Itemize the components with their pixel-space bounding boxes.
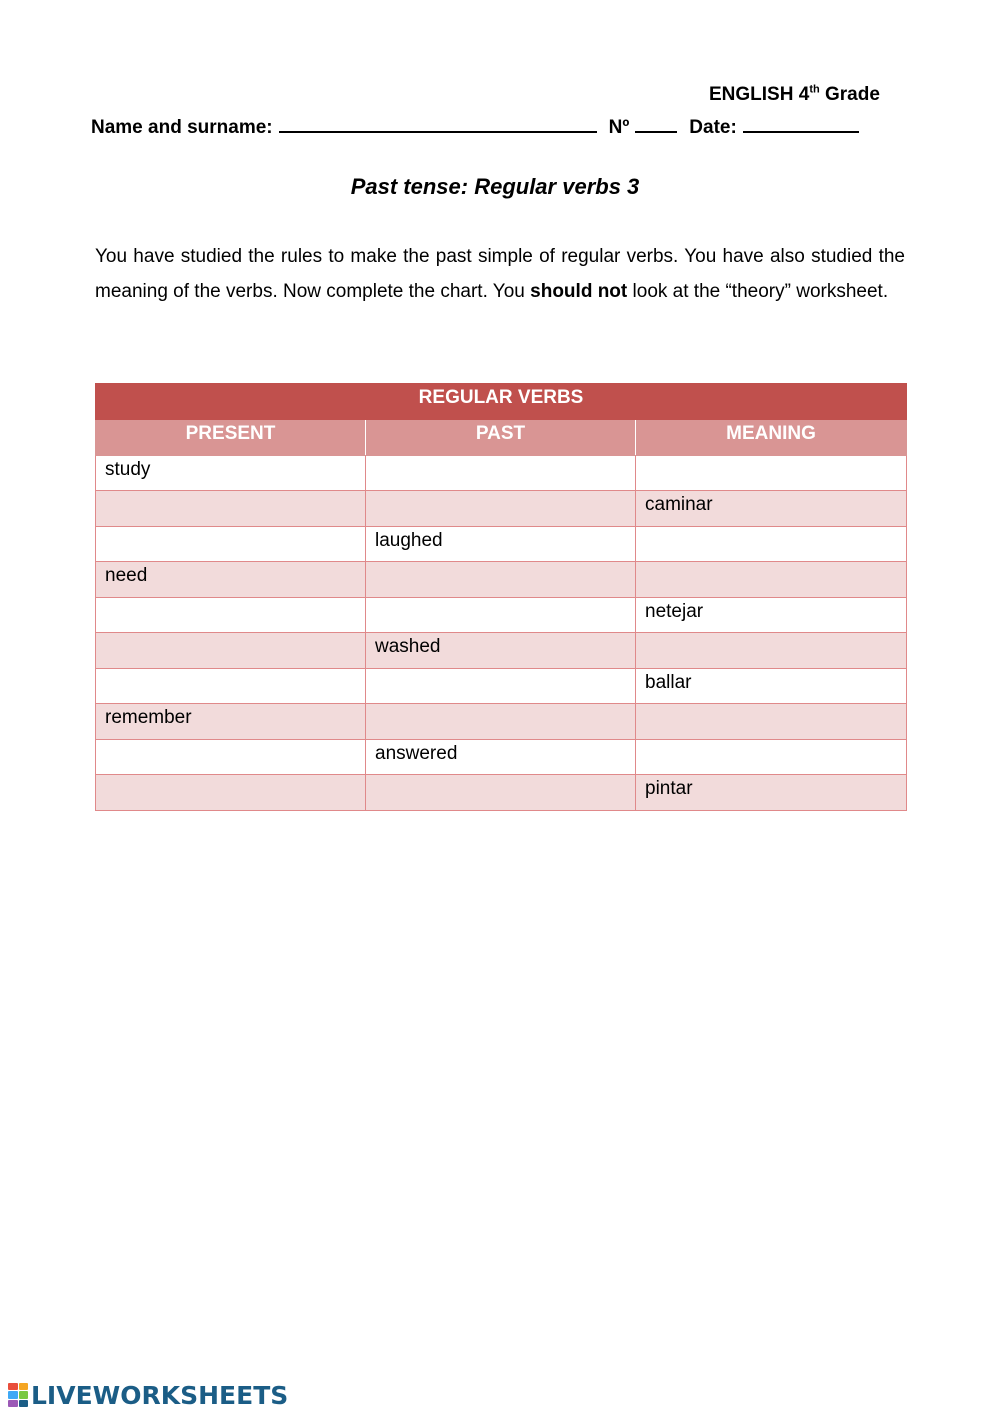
meaning-cell[interactable] <box>636 704 907 740</box>
present-cell[interactable] <box>96 597 366 633</box>
present-cell[interactable] <box>96 775 366 811</box>
name-field[interactable] <box>279 115 597 133</box>
past-cell[interactable] <box>366 668 636 704</box>
logo-text: LIVEWORKSHEETS <box>31 1380 289 1410</box>
past-cell[interactable] <box>366 491 636 527</box>
past-cell[interactable] <box>366 597 636 633</box>
present-cell[interactable] <box>96 668 366 704</box>
meaning-cell: caminar <box>636 491 907 527</box>
date-field[interactable] <box>743 115 859 133</box>
table-row <box>96 633 907 669</box>
past-cell: answered <box>366 739 636 775</box>
meaning-cell[interactable] <box>636 739 907 775</box>
column-header-past: PAST <box>366 420 636 456</box>
student-info-line <box>91 115 859 139</box>
logo-block <box>19 1400 29 1407</box>
page-title: Past tense: Regular verbs 3 <box>350 174 640 199</box>
meaning-cell: netejar <box>636 597 907 633</box>
table-title: REGULAR VERBS <box>96 384 907 420</box>
meaning-cell[interactable] <box>636 633 907 669</box>
logo-blocks-icon <box>8 1383 28 1407</box>
present-cell[interactable] <box>96 739 366 775</box>
past-cell: washed <box>366 633 636 669</box>
number-label: Nº <box>608 117 630 138</box>
meaning-cell: pintar <box>636 775 907 811</box>
present-cell: remember <box>96 704 366 740</box>
table-row <box>96 491 907 527</box>
logo-block <box>8 1391 18 1398</box>
regular-verbs-table <box>95 383 907 811</box>
meaning-cell[interactable] <box>636 526 907 562</box>
table-row <box>96 775 907 811</box>
table-row <box>96 668 907 704</box>
column-header-meaning: MEANING <box>636 420 907 456</box>
present-cell[interactable] <box>96 491 366 527</box>
column-header-present: PRESENT <box>96 420 366 456</box>
meaning-cell: ballar <box>636 668 907 704</box>
table-row <box>96 704 907 740</box>
present-cell: need <box>96 562 366 598</box>
past-cell[interactable] <box>366 455 636 491</box>
table-row <box>96 597 907 633</box>
logo-block <box>19 1391 29 1398</box>
meaning-cell[interactable] <box>636 455 907 491</box>
present-cell: study <box>96 455 366 491</box>
name-label: Name and surname: <box>91 117 273 138</box>
course-label: ENGLISH 4th Grade <box>709 83 880 105</box>
table-row <box>96 562 907 598</box>
number-field[interactable] <box>635 115 677 133</box>
logo-block <box>8 1400 18 1407</box>
past-cell: laughed <box>366 526 636 562</box>
present-cell[interactable] <box>96 633 366 669</box>
instructions-paragraph: You have studied the rules to make the past simple of regular verbs. You have also studied the meaning of the verbs. Now complete the chart. You should not look at the “theory” worksheet. <box>95 246 905 302</box>
logo-block <box>19 1383 29 1390</box>
past-cell[interactable] <box>366 562 636 598</box>
meaning-cell[interactable] <box>636 562 907 598</box>
logo-block <box>8 1383 18 1390</box>
date-label: Date: <box>689 117 737 138</box>
present-cell[interactable] <box>96 526 366 562</box>
past-cell[interactable] <box>366 775 636 811</box>
table-row <box>96 455 907 491</box>
past-cell[interactable] <box>366 704 636 740</box>
liveworksheets-logo <box>8 1381 288 1409</box>
table-row <box>96 526 907 562</box>
table-row <box>96 739 907 775</box>
